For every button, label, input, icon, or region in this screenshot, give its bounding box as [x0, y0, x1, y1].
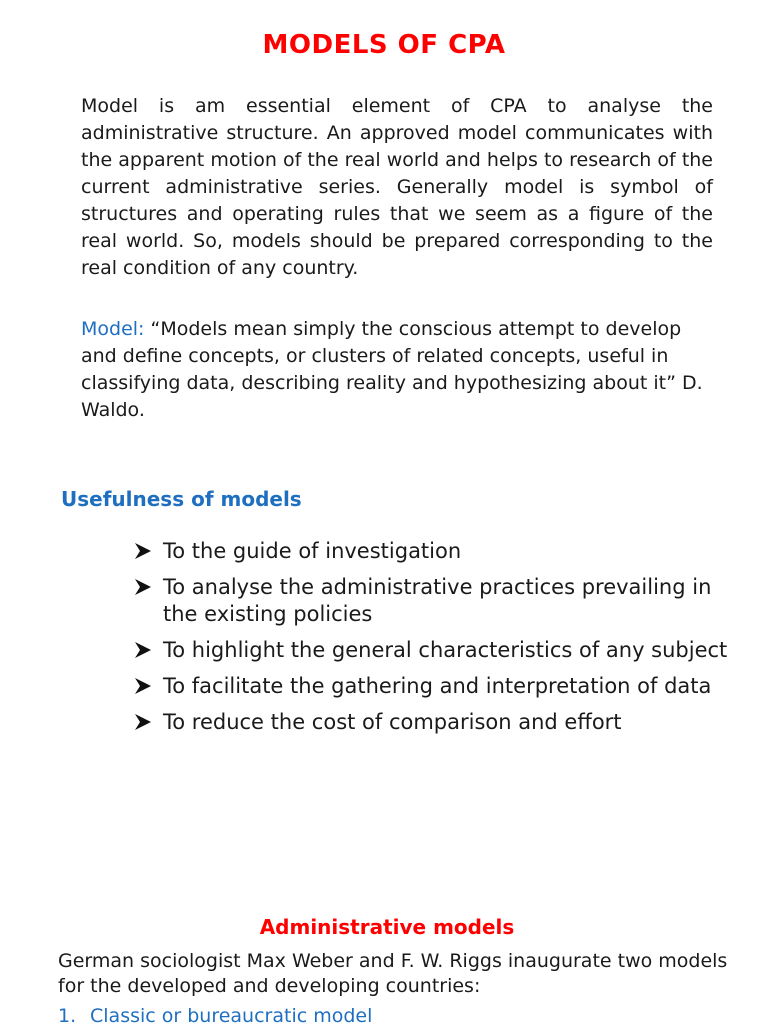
- list-number: 1.: [58, 1005, 77, 1024]
- list-item: [132, 574, 732, 628]
- list-item-label: Classic or bureaucratic model: [90, 1005, 373, 1024]
- usefulness-list: [132, 538, 732, 745]
- list-item: [132, 709, 732, 736]
- arrowhead-bullet-icon: [134, 677, 152, 695]
- arrowhead-bullet-icon: [134, 578, 152, 596]
- definition-paragraph: [81, 316, 715, 424]
- definition-lead: Model:: [81, 318, 145, 340]
- usefulness-heading: Usefulness of models: [61, 487, 302, 511]
- arrowhead-bullet-icon: [134, 641, 152, 659]
- arrowhead-bullet-icon: [134, 713, 152, 731]
- administrative-models-heading: Administrative models: [259, 915, 515, 939]
- arrowhead-bullet-icon: [134, 542, 152, 560]
- list-item-text: To the guide of investigation: [163, 539, 462, 563]
- page-title: MODELS OF CPA: [262, 30, 506, 60]
- list-item: [132, 673, 732, 700]
- list-item-text: To analyse the administrative practices prevailing in the existing policies: [163, 575, 712, 626]
- numbered-list-item: [58, 1004, 372, 1024]
- administrative-models-text: German sociologist Max Weber and F. W. Riggs inaugurate two models for the developed and developing countries:: [58, 950, 728, 997]
- list-item-text: To highlight the general characteristics of any subject: [163, 638, 728, 662]
- list-item: [132, 637, 732, 664]
- definition-text: “Models mean simply the conscious attempt to develop and define concepts, or clusters of related concepts, useful in classifying data, describing reality and hypothesizing about it” D. Waldo.: [81, 318, 703, 421]
- list-item: [132, 538, 732, 565]
- intro-paragraph: Model is am essential element of CPA to analyse the administrative structure. An approved model communicates with the apparent motion of the real world and helps to research of the current administrative series. Generally model is symbol of structures and operating rules that we seem as a figure of the real world. So, models should be prepared corresponding to the real condition of any country.: [81, 95, 713, 279]
- list-item-text: To reduce the cost of comparison and effort: [163, 710, 622, 734]
- list-item-text: To facilitate the gathering and interpretation of data: [163, 674, 712, 698]
